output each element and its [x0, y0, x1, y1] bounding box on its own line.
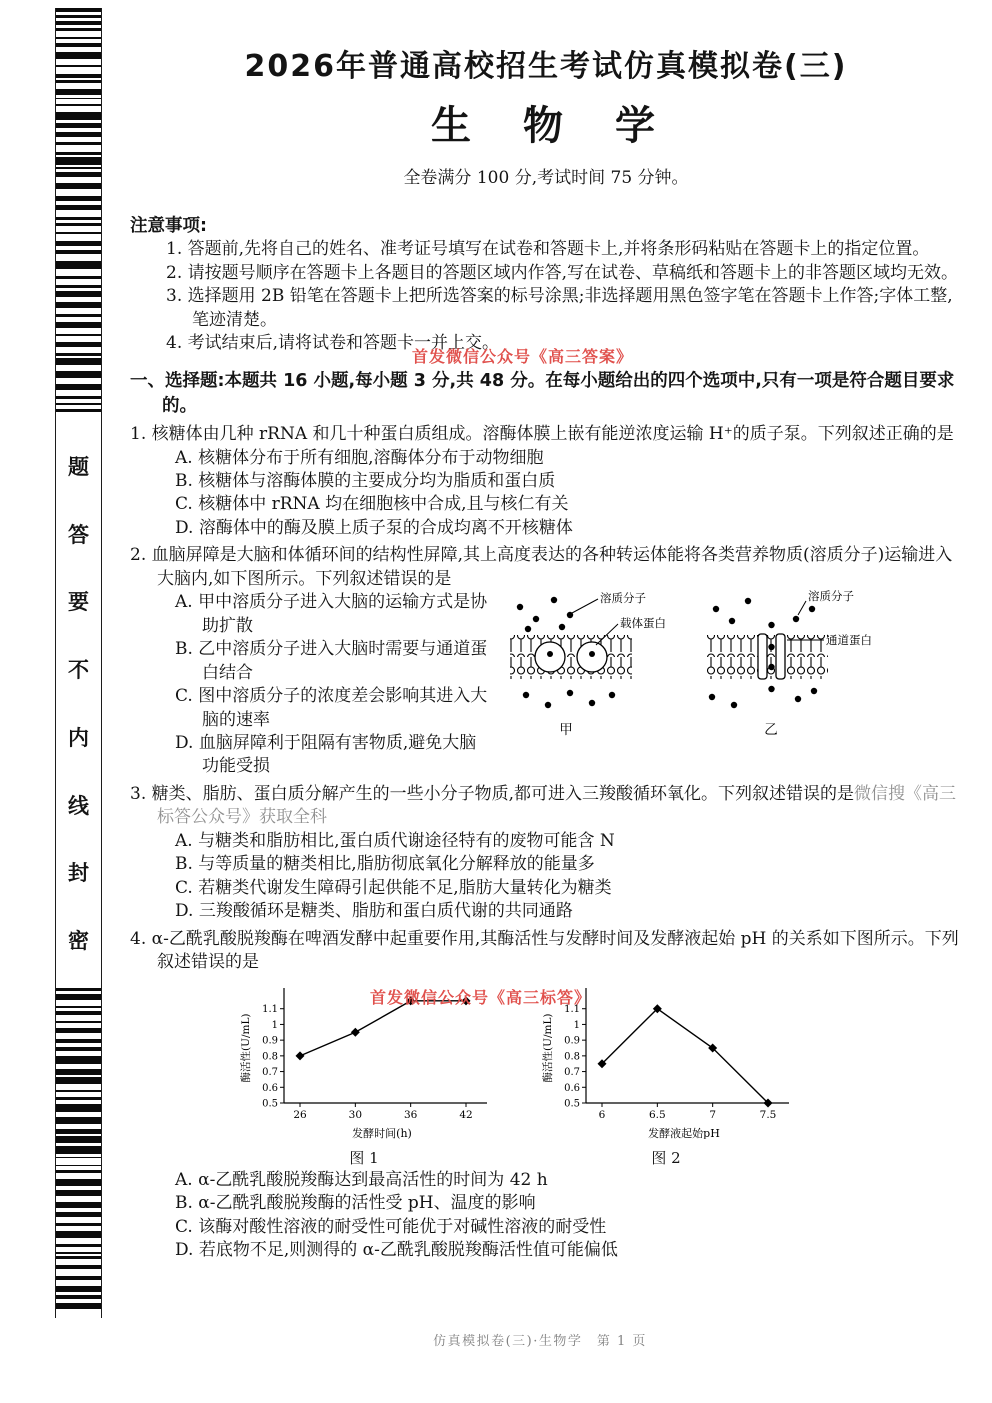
svg-text:发酵液起始pH: 发酵液起始pH [648, 1126, 720, 1139]
label-carrier-protein: 载体蛋白 [620, 616, 666, 631]
seal-line-vertical-text [56, 418, 101, 988]
svg-text:1.1: 1.1 [564, 1003, 580, 1015]
svg-text:酶活性(U/mL): 酶活性(U/mL) [240, 1013, 252, 1083]
question-2-options [130, 591, 492, 779]
svg-text:0.6: 0.6 [262, 1082, 278, 1094]
question-4-option-a: A. α-乙酰乳酸脱羧酶达到最高活性的时间为 42 h [175, 1169, 548, 1190]
svg-text:0.5: 0.5 [262, 1098, 278, 1110]
svg-text:30: 30 [348, 1108, 363, 1121]
svg-text:0.7: 0.7 [262, 1066, 278, 1078]
question-2-option-b: B. 乙中溶质分子进入大脑时需要与通道蛋白结合 [175, 639, 488, 683]
question-3 [130, 783, 962, 924]
question-3-option-d: D. 三羧酸循环是糖类、脂肪和蛋白质代谢的共同通路 [175, 901, 573, 922]
question-4-number: 4. [130, 928, 147, 949]
svg-text:1: 1 [573, 1019, 580, 1031]
label-channel-protein: 通道蛋白 [826, 633, 872, 648]
seal-char: 要 [68, 589, 89, 615]
notice-heading: 注意事项: [130, 216, 207, 237]
figure-1 [238, 981, 490, 1169]
notice-item-2: 2. 请按题号顺序在答题卡上各题目的答题区域内作答,写在试卷、草稿纸和答题卡上的非答题区域均无效。 [166, 262, 959, 283]
question-4-option-d: D. 若底物不足,则测得的 α-乙酰乳酸脱羧酶活性值可能偏低 [175, 1240, 618, 1261]
svg-text:6.5: 6.5 [648, 1108, 666, 1121]
figure-2 [540, 981, 792, 1169]
svg-text:0.9: 0.9 [564, 1035, 580, 1047]
question-3-option-b: B. 与等质量的糖类相比,脂肪彻底氧化分解释放的能量多 [175, 854, 595, 875]
question-4-figures [130, 981, 962, 1169]
question-2 [130, 544, 962, 779]
membrane-diagram-svg [506, 587, 878, 737]
notice-item-3: 3. 选择题用 2B 铅笔在答题卡上把所选答案的标号涂黑;非选择题用黑色签字笔在答题卡上作答;字体工整,笔迹清楚。 [166, 286, 953, 330]
question-3-option-c: C. 若糖类代谢发生障碍引起供能不足,脂肪大量转化为糖类 [175, 877, 612, 898]
svg-text:0.6: 0.6 [564, 1082, 580, 1094]
question-2-body [130, 591, 962, 779]
question-2-stem: 2. 血脑屏障是大脑和体循环间的结构性屏障,其上高度表达的各种转运体能将各类营养物质(溶质分子)运输进入大脑内,如下图所示。下列叙述错误的是 [130, 545, 953, 589]
seal-char: 不 [68, 657, 89, 683]
red-watermark-top: 首发微信公众号《高三答案》 [412, 347, 634, 366]
label-solute-yi: 溶质分子 [808, 589, 854, 604]
svg-text:0.7: 0.7 [564, 1066, 580, 1078]
question-4-option-c: C. 该酶对酸性溶液的耐受性可能优于对碱性溶液的耐受性 [175, 1216, 607, 1237]
question-4-option-b: B. α-乙酰乳酸脱羧酶的活性受 pH、温度的影响 [175, 1193, 536, 1214]
question-1 [130, 423, 962, 540]
svg-text:0.9: 0.9 [262, 1035, 278, 1047]
svg-text:1.1: 1.1 [262, 1003, 278, 1015]
question-4-stem: 4. α-乙酰乳酸脱羧酶在啤酒发酵中起重要作用,其酶活性与发酵时间及发酵液起始 pH 的关系如下图所示。下列叙述错误的是 [130, 928, 959, 973]
figure-1-caption: 图 1 [349, 1149, 379, 1167]
notice-item-1: 1. 答题前,先将自己的姓名、准考证号填写在试卷和答题卡上,并将条形码粘贴在答题卡上的指定位置。 [166, 239, 930, 260]
seal-char: 内 [68, 724, 89, 750]
question-2-option-c: C. 图中溶质分子的浓度差会影响其进入大脑的速率 [175, 686, 488, 730]
label-solute-jia: 溶质分子 [600, 591, 646, 606]
exam-info-line: 全卷满分 100 分,考试时间 75 分钟。 [403, 167, 689, 188]
question-3-option-a: A. 与糖类和脂肪相比,蛋白质代谢途径特有的废物可能含 N [175, 830, 615, 851]
label-yi: 乙 [764, 722, 778, 738]
membrane-yi [706, 589, 872, 737]
seal-char: 密 [68, 928, 89, 954]
label-jia: 甲 [559, 722, 573, 738]
notice-section [130, 214, 962, 355]
question-1-option-c: C. 核糖体中 rRNA 均在细胞核中合成,且与核仁有关 [175, 494, 569, 515]
red-watermark-chart: 首发微信公众号《高三标答》 [370, 987, 592, 1007]
question-1-stem: 1. 核糖体由几种 rRNA 和几十种蛋白质组成。溶酶体膜上嵌有能逆浓度运输 H⁺的质子泵。下列叙述正确的是 [130, 424, 954, 445]
figure-2-caption: 图 2 [651, 1149, 681, 1167]
binding-barcode-bottom [56, 988, 101, 1318]
svg-text:0.5: 0.5 [564, 1098, 580, 1110]
section-one-heading: 一、选择题:本题共 16 小题,每小题 3 分,共 48 分。在每小题给出的四个选项中,只有一项是符合题目要求的。 [130, 371, 955, 417]
seal-char: 线 [68, 792, 89, 818]
question-3-stem: 3. 糖类、脂肪、蛋白质分解产生的一些小分子物质,都可进入三羧酸循环氧化。下列叙述错误的是微信搜《高三标答公众号》获取全科 [130, 783, 957, 828]
subject-title: 生 物 学 [431, 103, 661, 150]
seal-char: 题 [68, 453, 89, 479]
exam-content [130, 0, 962, 1263]
seal-char: 答 [68, 521, 89, 547]
svg-text:7: 7 [709, 1108, 717, 1121]
membrane-jia [510, 591, 666, 737]
svg-text:1: 1 [271, 1019, 278, 1031]
channel-protein-icon [776, 634, 785, 679]
svg-text:36: 36 [403, 1108, 418, 1121]
seal-binding-strip [55, 8, 102, 1318]
membrane-transport-diagram [506, 587, 878, 779]
question-1-option-b: B. 核糖体与溶酶体膜的主要成分均为脂质和蛋白质 [175, 471, 556, 492]
svg-text:发酵时间(h): 发酵时间(h) [352, 1126, 412, 1139]
question-1-option-a: A. 核糖体分布于所有细胞,溶酶体分布于动物细胞 [175, 447, 544, 468]
svg-text:0.8: 0.8 [262, 1050, 278, 1062]
svg-text:7.5: 7.5 [759, 1108, 777, 1121]
svg-text:42: 42 [459, 1108, 473, 1121]
svg-text:酶活性(U/mL): 酶活性(U/mL) [542, 1013, 554, 1083]
binding-barcode-top [56, 8, 101, 418]
question-2-option-a: A. 甲中溶质分子进入大脑的运输方式是协助扩散 [175, 592, 488, 636]
channel-protein-icon [758, 634, 767, 679]
question-1-number: 1. [130, 424, 147, 445]
gray-watermark-inline: 微信搜《高三标答公众号》获取全科 [157, 783, 957, 828]
page-footer: 仿真模拟卷(三)·生物学 第 1 页 [433, 1334, 647, 1349]
question-4 [130, 928, 962, 1263]
svg-text:26: 26 [293, 1108, 307, 1121]
notice-item-4: 4. 考试结束后,请将试卷和答题卡一并上交。 [166, 332, 500, 353]
svg-text:0.8: 0.8 [564, 1050, 580, 1062]
question-2-option-d: D. 血脑屏障利于阻隔有害物质,避免大脑功能受损 [175, 733, 477, 777]
question-2-number: 2. [130, 545, 147, 566]
svg-text:6: 6 [598, 1108, 606, 1121]
question-3-number: 3. [130, 783, 147, 804]
question-1-option-d: D. 溶酶体中的酶及膜上质子泵的合成均离不开核糖体 [175, 517, 573, 538]
exam-title: 2026年普通高校招生考试仿真模拟卷(三) [244, 49, 848, 84]
seal-char: 封 [68, 860, 89, 886]
